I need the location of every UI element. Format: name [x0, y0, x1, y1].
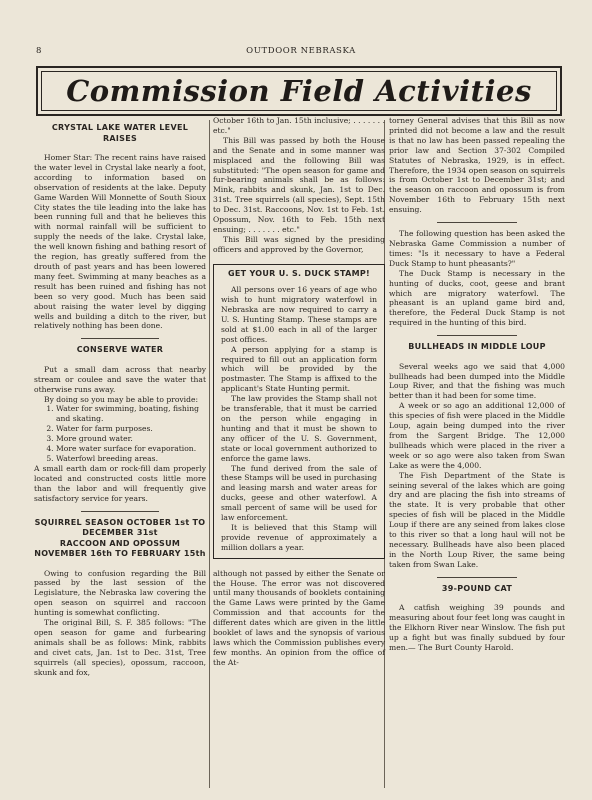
section-separator [437, 577, 516, 578]
bill-paragraph: although not passed by either the Senate or the House. The error was not discovered until many thousands of booklets containing the Game Laws were printed by the Game Commission and that accounts for the different dates which are given in the little booklet of laws and the synopsis of various laws which the Commission publishes every few months. An opinion from the office of the At- [213, 568, 385, 667]
duck-stamp-paragraph: All persons over 16 years of age who wish to hunt migratory waterfowl in Nebraska are now required to carry a U. S. Hunting Stamp. These stamps are sold at $1.00 each in all of the larger post offices. [221, 285, 377, 344]
duck-stamp-answer: The Duck Stamp is necessary in the hunting of ducks, coot, geese and brant which are migratory waterfowl. The pheasant is an upland game bird and, therefore, the Federal Duck Stamp is not required in the hunting of this bird. [389, 268, 565, 328]
bullheads-heading: BULLHEADS IN MIDDLE LOUP [408, 342, 546, 352]
bill-paragraph: This Bill was signed by the presiding officers and approved by the Governor, [213, 234, 385, 254]
column-divider [209, 120, 210, 788]
crystal-lake-paragraph: Homer Star: The recent rains have raised the water level in Crystal lake nearly a foot, according to information based on observation of residents at the lake. Deputy Game Warden Will Monnette of South Sioux City states the tile leading into the lake has been running full and that he believes this with normal rainfall will be sufficient to supply the needs of the lake. Crystal lake, the well known fishing and bathing resort of the region, has greatly suffered from the drouth of past years and has been lowered many feet. Swimming at many beaches as a result has been ruined and fishing has not been so very good. Much has been said about raising the water level by digging wells and building a ditch to the river, but relatively nothing has been done. [34, 153, 206, 331]
column-3 [389, 116, 565, 653]
squirrel-paragraph: Owing to confusion regarding the Bill passed by the last session of the Legislature, the Nebraska law covering the open season on squirrel and raccoon hunting is somewhat conflicting. [34, 568, 206, 618]
duck-stamp-paragraph: A person applying for a stamp is required to fill out an application form which will be provided by the postmaster. The Stamp is affixed to the applicant's State Hunting permit. [221, 344, 377, 394]
page-number: 8 [36, 46, 43, 56]
duck-stamp-paragraph: It is believed that this Stamp will provide revenue of approximately a million dollars a year. [221, 522, 377, 552]
conserve-paragraph: A small earth dam or rock-fill dam properly located and constructed costs little more than the labor and will frequently give satisfactory service for years. [34, 463, 206, 503]
bill-paragraph: This Bill was passed by both the House and the Senate and in some manner was misplaced and the following Bill was substituted: "The open season for game and fur-bearing animals shall be as follows: Mink, rabbits and skunk, Jan. 1st to Dec. 31st. Tree squirrels (all species), Sept. 15th to Dec. 31st. Raccoons, Nov. 1st to Feb. 1st. Opossum, Nov. 16th to Feb. 15th next ensuing; . . . . . . . etc." [213, 135, 385, 234]
section-separator [81, 511, 158, 512]
bill-paragraph: October 16th to Jan. 15th inclusive; . . . . . . . etc." [213, 116, 385, 135]
catfish-paragraph: A catfish weighing 39 pounds and measuring about four feet long was caught in the Elkhorn River near Winslow. The fish put up a fight but was finally subdued by four men.— The Burt County Harold. [389, 603, 565, 652]
squirrel-paragraph: The original Bill, S. F. 385 follows: "The open season for game and furbearing animals shall be as follows: Mink, rabbits and civet cats, Jan. 1st to Dec. 31st, Tree squirrels (all species), opossum, raccoon, skunk and fox, [34, 618, 206, 677]
duck-stamp-question: The following question has been asked the Nebraska Game Commission a number of times: "Is it necessary to have a Federal Duck Stamp to hunt pheasants?" [389, 229, 565, 268]
list-item: 2. Water for farm purposes. [56, 424, 206, 434]
section-separator [437, 222, 516, 223]
duck-stamp-heading: GET YOUR U. S. DUCK STAMP! [228, 268, 370, 278]
banner-title: Commission Field Activities [66, 74, 532, 108]
bullheads-paragraph: Several weeks ago we said that 4,000 bullheads had been dumped into the Middle Loup River, and that the fishing was much better than it had been for some time. [389, 361, 565, 401]
conserve-list [34, 404, 206, 463]
section-banner [36, 66, 562, 116]
raccoon-opossum-heading: RACCOON AND OPOSSUM NOVEMBER 16th TO FEBRUARY 15th [34, 538, 206, 558]
catfish-heading: 39-POUND CAT [441, 583, 513, 593]
list-item: 4. More water surface for evaporation. [56, 444, 206, 454]
bullheads-paragraph: A week or so ago an additional 12,000 of this species of fish were placed in the Middle Loup, again being dumped into the river from the Sargent Bridge. The 12,000 bullheads which were placed in the river a week or so ago were also taken from Swan Lake as were the 4,000. [389, 401, 565, 470]
duck-stamp-paragraph: The fund derived from the sale of these Stamps will be used in purchasing and leasing marsh and water areas for ducks, geese and other waterfowl. A small percent of same will be used for law enforcement. [221, 463, 377, 523]
conserve-paragraph: Put a small dam across that nearby stream or coulee and save the water that otherwise runs away. [34, 364, 206, 394]
bullheads-paragraph: The Fish Department of the State is seining several of the lakes which are going dry and are placing the fish into streams of the state. It is very probable that other species of fish will be placed in the Middle Loup if there are any seined from lakes close to this river so that a long haul will not be necessary. Bullheads have also been placed in the North Loup River, the same being taken from Swan Lake. [389, 470, 565, 569]
conserve-water-heading: CONSERVE WATER [76, 345, 164, 355]
list-item: 3. More ground water. [56, 434, 206, 444]
column-2 [213, 116, 385, 668]
section-separator [81, 338, 158, 339]
page-header [36, 46, 566, 60]
magazine-title: OUTDOOR NEBRASKA [246, 46, 356, 56]
list-item: 1. Water for swimming, boating, fishing and skating. [56, 404, 206, 424]
crystal-lake-heading: CRYSTAL LAKE WATER LEVEL RAISES [51, 123, 189, 143]
conserve-paragraph: By doing so you may be able to provide: [44, 394, 199, 404]
duck-stamp-paragraph: The law provides the Stamp shall not be transferable, that it must be carried on the person while engaging in hunting and that it must be shown to any officer of the U. S. Government, state or local government authorized to enforce the game laws. [221, 394, 377, 463]
squirrel-season-heading: SQUIRREL SEASON OCTOBER 1st TO DECEMBER 31st [34, 517, 206, 537]
attorney-paragraph: torney General advises that this Bill as now printed did not become a law and the result is that no law has been passed repealing the prior law and Section 37-302 Compiled Statutes of Nebraska, 1929, is in effect. Therefore, the 1934 open season on squirrels is from October 1st to December 31st; and the season on raccoon and opossum is from November 16th to February 15th next ensuing. [389, 116, 565, 215]
duck-stamp-box [213, 264, 385, 559]
column-1 [34, 116, 206, 677]
list-item: 5. Waterfowl breeding areas. [56, 454, 206, 464]
section-separator [437, 335, 516, 336]
